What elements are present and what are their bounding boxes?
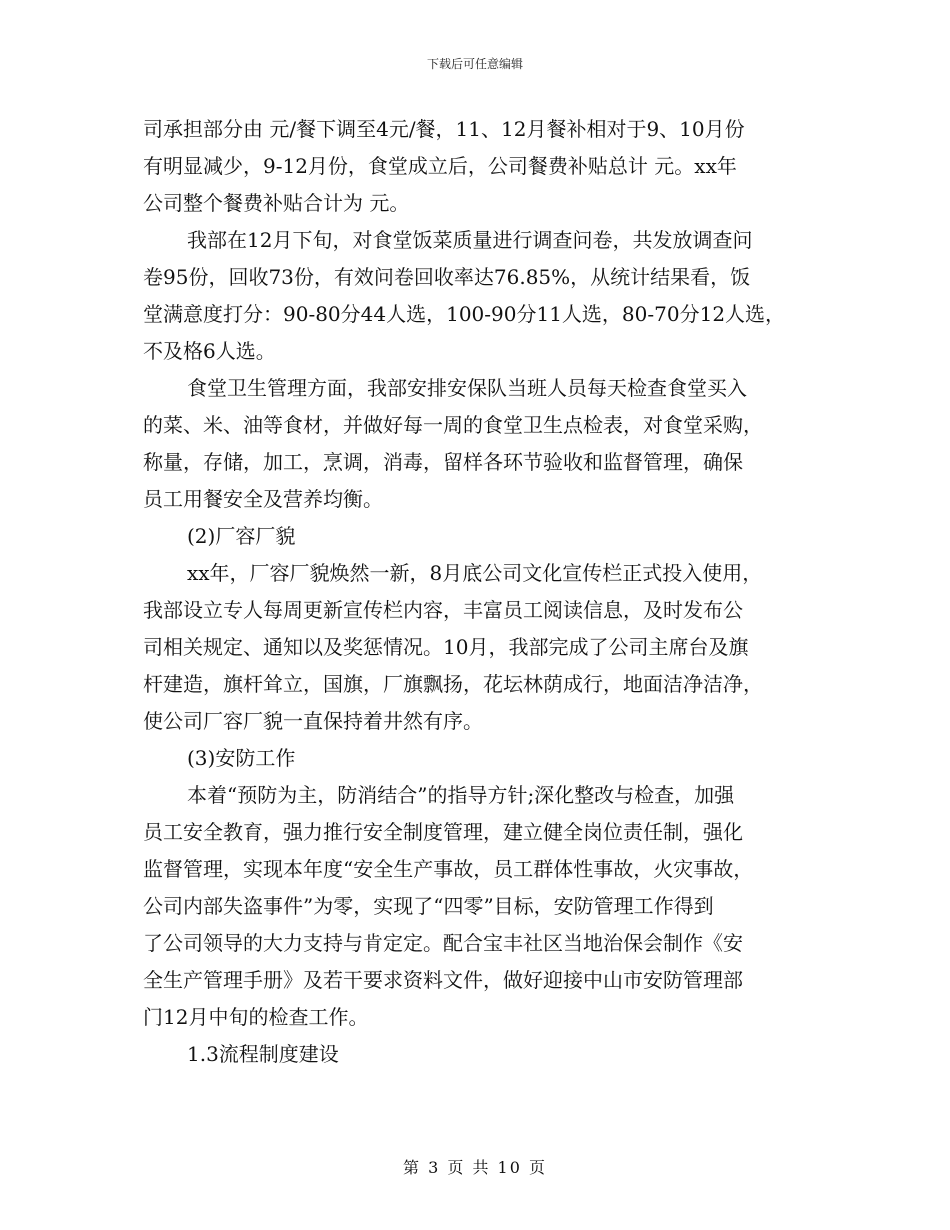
text-line: 了公司领导的大力支持与肯定定。配合宝丰社区当地治保会制作《安 [143, 931, 743, 955]
text-line: 堂满意度打分：90-80分44人选，100-90分11人选，80-70分12人选， [143, 302, 786, 326]
text-line: 有明显减少，9-12月份，食堂成立后，公司餐费补贴总计 元。xx年 [143, 154, 737, 178]
text-line: 使公司厂容厂貌一直保持着井然有序。 [143, 709, 483, 733]
text-line: 监督管理，实现本年度“安全生产事故，员工群体性事故，火灾事故， [143, 857, 754, 881]
text-line: 司承担部分由 元/餐下调至4元/餐，11、12月餐补相对于9、10月份 [143, 117, 745, 141]
section-heading: (3)安防工作 [187, 746, 296, 770]
text-line: 员工安全教育，强力推行安全制度管理，建立健全岗位责任制，强化 [143, 820, 743, 844]
text-line: 公司整个餐费补贴合计为 元。 [143, 191, 410, 215]
text-line: 杆建造，旗杆耸立，国旗，厂旗飘扬，花坛林荫成行，地面洁净洁净， [143, 672, 763, 696]
text-line: 门12月中旬的检查工作。 [143, 1005, 369, 1029]
text-line: 本着“预防为主，防消结合”的指导方针;深化整改与检查，加强 [187, 783, 735, 807]
text-line: 我部设立专人每周更新宣传栏内容，丰富员工阅读信息，及时发布公 [143, 598, 743, 622]
section-heading: (2)厂容厂貌 [187, 524, 296, 548]
text-line: 公司内部失盗事件”为零，实现了“四零”目标，安防管理工作得到 [143, 894, 714, 918]
text-line: 卷95份，回收73份，有效问卷回收率达76.85%，从统计结果看，饭 [143, 265, 751, 289]
page-number: 第 3 页 共 10 页 [403, 1158, 547, 1177]
text-line: 全生产管理手册》及若干要求资料文件，做好迎接中山市安防管理部 [143, 968, 743, 992]
section-heading: 1.3流程制度建设 [187, 1042, 339, 1066]
text-line: 食堂卫生管理方面，我部安排安保队当班人员每天检查食堂买入 [187, 376, 747, 400]
page-header: 下载后可任意编辑 [426, 57, 523, 71]
text-line: 员工用餐安全及营养均衡。 [143, 487, 383, 511]
text-line: 司相关规定、通知以及奖惩情况。10月，我部完成了公司主席台及旗 [143, 635, 749, 659]
document-body [143, 111, 833, 1073]
text-line: 不及格6人选。 [143, 339, 276, 363]
text-line: xx年，厂容厂貌焕然一新，8月底公司文化宣传栏正式投入使用， [187, 561, 763, 585]
text-line: 我部在12月下旬，对食堂饭菜质量进行调查问卷，共发放调查问 [187, 228, 753, 252]
text-line: 的菜、米、油等食材，并做好每一周的食堂卫生点检表，对食堂采购， [143, 413, 763, 437]
text-line: 称量，存储，加工，烹调，消毒，留样各环节验收和监督管理，确保 [143, 450, 743, 474]
